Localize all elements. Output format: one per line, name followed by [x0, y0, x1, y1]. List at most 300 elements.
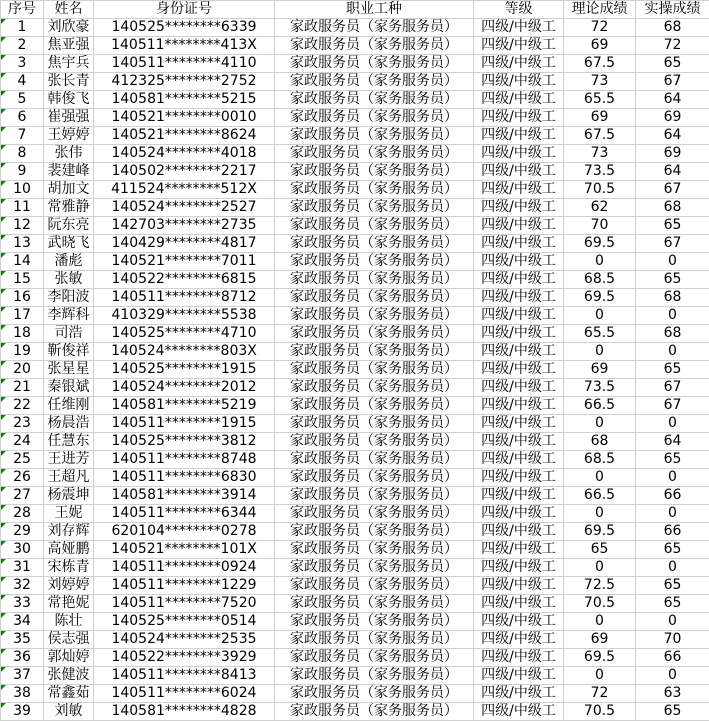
cell-level[interactable]	[474, 487, 564, 505]
cell-name[interactable]	[44, 307, 94, 325]
cell-theory_score[interactable]	[564, 613, 636, 631]
cell-level[interactable]	[474, 505, 564, 523]
cell-theory_score[interactable]	[564, 379, 636, 397]
cell-theory_score[interactable]	[564, 37, 636, 55]
cell-level[interactable]	[474, 559, 564, 577]
cell-level[interactable]	[474, 433, 564, 451]
cell-id_number[interactable]	[94, 199, 275, 217]
cell-theory_score[interactable]	[564, 487, 636, 505]
cell-theory_score[interactable]	[564, 469, 636, 487]
cell-name[interactable]	[44, 55, 94, 73]
cell-index[interactable]	[1, 415, 44, 433]
cell-occupation[interactable]	[275, 685, 474, 703]
cell-index[interactable]	[1, 217, 44, 235]
cell-occupation[interactable]	[275, 667, 474, 685]
cell-id_number[interactable]	[94, 181, 275, 199]
column-header-index[interactable]: 序号	[1, 1, 44, 19]
cell-practical_score[interactable]	[636, 649, 709, 667]
cell-id_number[interactable]	[94, 379, 275, 397]
cell-theory_score[interactable]	[564, 361, 636, 379]
cell-level[interactable]	[474, 325, 564, 343]
cell-theory_score[interactable]	[564, 271, 636, 289]
cell-level[interactable]	[474, 685, 564, 703]
cell-index[interactable]	[1, 289, 44, 307]
cell-id_number[interactable]	[94, 649, 275, 667]
cell-practical_score[interactable]	[636, 91, 709, 109]
cell-occupation[interactable]	[275, 379, 474, 397]
cell-id_number[interactable]	[94, 505, 275, 523]
cell-index[interactable]	[1, 379, 44, 397]
cell-theory_score[interactable]	[564, 577, 636, 595]
cell-index[interactable]	[1, 613, 44, 631]
cell-level[interactable]	[474, 649, 564, 667]
cell-value: 0	[668, 343, 677, 359]
cell-occupation[interactable]	[275, 577, 474, 595]
cell-theory_score[interactable]	[564, 397, 636, 415]
cell-index[interactable]	[1, 469, 44, 487]
cell-level[interactable]	[474, 361, 564, 379]
cell-level[interactable]	[474, 343, 564, 361]
cell-practical_score[interactable]	[636, 433, 709, 451]
cell-level[interactable]	[474, 703, 564, 721]
cell-theory_score[interactable]	[564, 91, 636, 109]
cell-practical_score[interactable]	[636, 73, 709, 91]
cell-theory_score[interactable]	[564, 253, 636, 271]
cell-level[interactable]	[474, 199, 564, 217]
cell-theory_score[interactable]	[564, 217, 636, 235]
cell-occupation[interactable]	[275, 127, 474, 145]
cell-practical_score[interactable]	[636, 559, 709, 577]
cell-theory_score[interactable]	[564, 685, 636, 703]
cell-index[interactable]	[1, 181, 44, 199]
cell-name[interactable]	[44, 289, 94, 307]
cell-practical_score[interactable]	[636, 667, 709, 685]
cell-occupation[interactable]	[275, 541, 474, 559]
cell-name[interactable]	[44, 217, 94, 235]
cell-value: 王进芳	[47, 451, 90, 467]
cell-practical_score[interactable]	[636, 487, 709, 505]
cell-theory_score[interactable]	[564, 667, 636, 685]
cell-id_number[interactable]	[94, 433, 275, 451]
cell-theory_score[interactable]	[564, 163, 636, 181]
cell-practical_score[interactable]	[636, 469, 709, 487]
cell-practical_score[interactable]	[636, 523, 709, 541]
cell-occupation[interactable]	[275, 37, 474, 55]
cell-level[interactable]	[474, 541, 564, 559]
cell-index[interactable]	[1, 271, 44, 289]
cell-name[interactable]	[44, 433, 94, 451]
cell-id_number[interactable]	[94, 253, 275, 271]
cell-theory_score[interactable]	[564, 199, 636, 217]
column-header-name[interactable]: 姓名	[44, 1, 94, 19]
cell-practical_score[interactable]	[636, 127, 709, 145]
cell-level[interactable]	[474, 253, 564, 271]
cell-value: 32	[13, 577, 31, 593]
cell-theory_score[interactable]	[564, 127, 636, 145]
cell-value: 140511********1229	[111, 577, 257, 593]
cell-index[interactable]	[1, 163, 44, 181]
cell-value: 140521********101X	[111, 541, 257, 557]
cell-practical_score[interactable]	[636, 235, 709, 253]
cell-id_number[interactable]	[94, 451, 275, 469]
cell-level[interactable]	[474, 667, 564, 685]
cell-practical_score[interactable]	[636, 703, 709, 721]
cell-occupation[interactable]	[275, 307, 474, 325]
cell-id_number[interactable]	[94, 577, 275, 595]
column-header-practical-score[interactable]: 实操成绩	[636, 1, 709, 19]
cell-occupation[interactable]	[275, 343, 474, 361]
cell-index[interactable]	[1, 91, 44, 109]
error-indicator-triangle-icon	[1, 127, 6, 132]
cell-theory_score[interactable]	[564, 235, 636, 253]
cell-practical_score[interactable]	[636, 361, 709, 379]
cell-index[interactable]	[1, 631, 44, 649]
cell-id_number[interactable]	[94, 73, 275, 91]
cell-id_number[interactable]	[94, 361, 275, 379]
cell-practical_score[interactable]	[636, 343, 709, 361]
cell-practical_score[interactable]	[636, 289, 709, 307]
cell-index[interactable]	[1, 73, 44, 91]
cell-level[interactable]	[474, 127, 564, 145]
cell-id_number[interactable]	[94, 19, 275, 37]
cell-level[interactable]	[474, 613, 564, 631]
cell-name[interactable]	[44, 181, 94, 199]
cell-name[interactable]	[44, 595, 94, 613]
cell-level[interactable]	[474, 415, 564, 433]
cell-occupation[interactable]	[275, 163, 474, 181]
cell-index[interactable]	[1, 667, 44, 685]
cell-practical_score[interactable]	[636, 163, 709, 181]
cell-id_number[interactable]	[94, 559, 275, 577]
cell-value: 四级/中级工	[481, 631, 556, 647]
cell-name[interactable]	[44, 487, 94, 505]
cell-id_number[interactable]	[94, 307, 275, 325]
cell-practical_score[interactable]	[636, 685, 709, 703]
cell-occupation[interactable]	[275, 703, 474, 721]
cell-name[interactable]	[44, 451, 94, 469]
cell-occupation[interactable]	[275, 613, 474, 631]
cell-practical_score[interactable]	[636, 595, 709, 613]
cell-occupation[interactable]	[275, 271, 474, 289]
cell-level[interactable]	[474, 271, 564, 289]
cell-index[interactable]	[1, 523, 44, 541]
cell-index[interactable]	[1, 685, 44, 703]
cell-index[interactable]	[1, 199, 44, 217]
cell-occupation[interactable]	[275, 415, 474, 433]
cell-occupation[interactable]	[275, 235, 474, 253]
cell-index[interactable]	[1, 109, 44, 127]
cell-value: 140525********1915	[111, 361, 257, 377]
cell-practical_score[interactable]	[636, 55, 709, 73]
table-row	[1, 433, 709, 451]
cell-name[interactable]	[44, 667, 94, 685]
cell-id_number[interactable]	[94, 631, 275, 649]
cell-practical_score[interactable]	[636, 145, 709, 163]
cell-theory_score[interactable]	[564, 523, 636, 541]
cell-id_number[interactable]	[94, 685, 275, 703]
cell-practical_score[interactable]	[636, 505, 709, 523]
cell-occupation[interactable]	[275, 505, 474, 523]
cell-occupation[interactable]	[275, 289, 474, 307]
cell-theory_score[interactable]	[564, 181, 636, 199]
cell-theory_score[interactable]	[564, 649, 636, 667]
cell-level[interactable]	[474, 55, 564, 73]
cell-practical_score[interactable]	[636, 541, 709, 559]
cell-name[interactable]	[44, 235, 94, 253]
cell-level[interactable]	[474, 163, 564, 181]
cell-id_number[interactable]	[94, 289, 275, 307]
cell-level[interactable]	[474, 181, 564, 199]
cell-name[interactable]	[44, 199, 94, 217]
cell-level[interactable]	[474, 307, 564, 325]
cell-theory_score[interactable]	[564, 595, 636, 613]
cell-id_number[interactable]	[94, 235, 275, 253]
cell-practical_score[interactable]	[636, 631, 709, 649]
cell-level[interactable]	[474, 37, 564, 55]
cell-value: 140581********5215	[111, 91, 257, 107]
cell-name[interactable]	[44, 109, 94, 127]
cell-occupation[interactable]	[275, 595, 474, 613]
cell-practical_score[interactable]	[636, 451, 709, 469]
cell-value: 64	[663, 91, 682, 107]
cell-level[interactable]	[474, 217, 564, 235]
cell-value: 73.5	[583, 163, 616, 179]
cell-theory_score[interactable]	[564, 433, 636, 451]
cell-id_number[interactable]	[94, 37, 275, 55]
cell-id_number[interactable]	[94, 163, 275, 181]
column-header-occupation[interactable]: 职业工种	[275, 1, 474, 19]
cell-id_number[interactable]	[94, 541, 275, 559]
cell-theory_score[interactable]	[564, 703, 636, 721]
cell-index[interactable]	[1, 487, 44, 505]
cell-level[interactable]	[474, 397, 564, 415]
cell-id_number[interactable]	[94, 667, 275, 685]
cell-theory_score[interactable]	[564, 343, 636, 361]
cell-theory_score[interactable]	[564, 307, 636, 325]
cell-level[interactable]	[474, 145, 564, 163]
cell-occupation[interactable]	[275, 325, 474, 343]
cell-practical_score[interactable]	[636, 307, 709, 325]
cell-index[interactable]	[1, 37, 44, 55]
cell-name[interactable]	[44, 703, 94, 721]
cell-name[interactable]	[44, 415, 94, 433]
cell-name[interactable]	[44, 649, 94, 667]
cell-id_number[interactable]	[94, 487, 275, 505]
cell-name[interactable]	[44, 361, 94, 379]
cell-index[interactable]	[1, 703, 44, 721]
cell-practical_score[interactable]	[636, 577, 709, 595]
cell-occupation[interactable]	[275, 73, 474, 91]
cell-id_number[interactable]	[94, 325, 275, 343]
column-header-id-number[interactable]: 身份证号	[94, 1, 275, 19]
error-indicator-triangle-icon	[1, 433, 6, 438]
cell-name[interactable]	[44, 379, 94, 397]
cell-level[interactable]	[474, 469, 564, 487]
cell-index[interactable]	[1, 253, 44, 271]
cell-occupation[interactable]	[275, 433, 474, 451]
cell-theory_score[interactable]	[564, 325, 636, 343]
cell-name[interactable]	[44, 613, 94, 631]
cell-index[interactable]	[1, 649, 44, 667]
cell-practical_score[interactable]	[636, 253, 709, 271]
cell-id_number[interactable]	[94, 595, 275, 613]
cell-occupation[interactable]	[275, 451, 474, 469]
cell-name[interactable]	[44, 631, 94, 649]
cell-index[interactable]	[1, 433, 44, 451]
cell-index[interactable]	[1, 361, 44, 379]
cell-theory_score[interactable]	[564, 19, 636, 37]
cell-theory_score[interactable]	[564, 541, 636, 559]
cell-name[interactable]	[44, 37, 94, 55]
cell-occupation[interactable]	[275, 397, 474, 415]
cell-name[interactable]	[44, 469, 94, 487]
cell-practical_score[interactable]	[636, 613, 709, 631]
cell-theory_score[interactable]	[564, 55, 636, 73]
cell-id_number[interactable]	[94, 109, 275, 127]
cell-practical_score[interactable]	[636, 19, 709, 37]
cell-value: 四级/中级工	[481, 397, 556, 413]
cell-level[interactable]	[474, 523, 564, 541]
cell-index[interactable]	[1, 127, 44, 145]
cell-id_number[interactable]	[94, 271, 275, 289]
cell-occupation[interactable]	[275, 523, 474, 541]
cell-value: 140525********3812	[111, 433, 257, 449]
cell-index[interactable]	[1, 19, 44, 37]
cell-level[interactable]	[474, 109, 564, 127]
cell-id_number[interactable]	[94, 343, 275, 361]
cell-practical_score[interactable]	[636, 325, 709, 343]
cell-theory_score[interactable]	[564, 451, 636, 469]
cell-occupation[interactable]	[275, 55, 474, 73]
cell-name[interactable]	[44, 505, 94, 523]
cell-theory_score[interactable]	[564, 145, 636, 163]
cell-id_number[interactable]	[94, 469, 275, 487]
cell-theory_score[interactable]	[564, 289, 636, 307]
cell-id_number[interactable]	[94, 91, 275, 109]
cell-name[interactable]	[44, 577, 94, 595]
cell-occupation[interactable]	[275, 91, 474, 109]
cell-occupation[interactable]	[275, 649, 474, 667]
cell-occupation[interactable]	[275, 19, 474, 37]
cell-name[interactable]	[44, 271, 94, 289]
cell-name[interactable]	[44, 163, 94, 181]
cell-occupation[interactable]	[275, 181, 474, 199]
cell-value: 家政服务员（家务服务员）	[290, 55, 458, 71]
cell-id_number[interactable]	[94, 415, 275, 433]
cell-name[interactable]	[44, 343, 94, 361]
cell-practical_score[interactable]	[636, 415, 709, 433]
cell-id_number[interactable]	[94, 127, 275, 145]
cell-index[interactable]	[1, 145, 44, 163]
column-header-level[interactable]: 等级	[474, 1, 564, 19]
cell-name[interactable]	[44, 541, 94, 559]
cell-index[interactable]	[1, 559, 44, 577]
cell-name[interactable]	[44, 325, 94, 343]
cell-practical_score[interactable]	[636, 271, 709, 289]
cell-theory_score[interactable]	[564, 631, 636, 649]
cell-name[interactable]	[44, 145, 94, 163]
cell-name[interactable]	[44, 397, 94, 415]
cell-occupation[interactable]	[275, 199, 474, 217]
cell-level[interactable]	[474, 73, 564, 91]
cell-id_number[interactable]	[94, 703, 275, 721]
cell-level[interactable]	[474, 631, 564, 649]
cell-level[interactable]	[474, 235, 564, 253]
cell-value: 69	[590, 109, 609, 125]
cell-theory_score[interactable]	[564, 109, 636, 127]
cell-index[interactable]	[1, 541, 44, 559]
cell-level[interactable]	[474, 577, 564, 595]
column-header-theory-score[interactable]: 理论成绩	[564, 1, 636, 19]
cell-name[interactable]	[44, 127, 94, 145]
cell-id_number[interactable]	[94, 397, 275, 415]
cell-practical_score[interactable]	[636, 181, 709, 199]
cell-id_number[interactable]	[94, 145, 275, 163]
cell-id_number[interactable]	[94, 523, 275, 541]
cell-index[interactable]	[1, 307, 44, 325]
cell-name[interactable]	[44, 685, 94, 703]
cell-level[interactable]	[474, 379, 564, 397]
cell-id_number[interactable]	[94, 55, 275, 73]
cell-occupation[interactable]	[275, 145, 474, 163]
cell-level[interactable]	[474, 289, 564, 307]
cell-occupation[interactable]	[275, 109, 474, 127]
cell-index[interactable]	[1, 55, 44, 73]
table-row	[1, 451, 709, 469]
cell-theory_score[interactable]	[564, 73, 636, 91]
cell-occupation[interactable]	[275, 253, 474, 271]
error-indicator-triangle-icon	[1, 217, 6, 222]
cell-index[interactable]	[1, 325, 44, 343]
cell-practical_score[interactable]	[636, 109, 709, 127]
cell-level[interactable]	[474, 91, 564, 109]
cell-name[interactable]	[44, 91, 94, 109]
cell-index[interactable]	[1, 577, 44, 595]
cell-theory_score[interactable]	[564, 559, 636, 577]
cell-index[interactable]	[1, 397, 44, 415]
cell-index[interactable]	[1, 595, 44, 613]
cell-practical_score[interactable]	[636, 37, 709, 55]
cell-name[interactable]	[44, 523, 94, 541]
cell-theory_score[interactable]	[564, 415, 636, 433]
cell-index[interactable]	[1, 343, 44, 361]
cell-name[interactable]	[44, 19, 94, 37]
cell-practical_score[interactable]	[636, 199, 709, 217]
cell-index[interactable]	[1, 451, 44, 469]
cell-practical_score[interactable]	[636, 379, 709, 397]
cell-occupation[interactable]	[275, 559, 474, 577]
cell-index[interactable]	[1, 235, 44, 253]
cell-id_number[interactable]	[94, 613, 275, 631]
cell-level[interactable]	[474, 19, 564, 37]
cell-level[interactable]	[474, 451, 564, 469]
cell-occupation[interactable]	[275, 631, 474, 649]
table-row	[1, 271, 709, 289]
cell-occupation[interactable]	[275, 469, 474, 487]
cell-occupation[interactable]	[275, 217, 474, 235]
cell-level[interactable]	[474, 595, 564, 613]
cell-occupation[interactable]	[275, 487, 474, 505]
cell-practical_score[interactable]	[636, 217, 709, 235]
cell-practical_score[interactable]	[636, 397, 709, 415]
cell-occupation[interactable]	[275, 361, 474, 379]
cell-theory_score[interactable]	[564, 505, 636, 523]
cell-name[interactable]	[44, 559, 94, 577]
cell-name[interactable]	[44, 253, 94, 271]
cell-id_number[interactable]	[94, 217, 275, 235]
cell-index[interactable]	[1, 505, 44, 523]
cell-name[interactable]	[44, 73, 94, 91]
